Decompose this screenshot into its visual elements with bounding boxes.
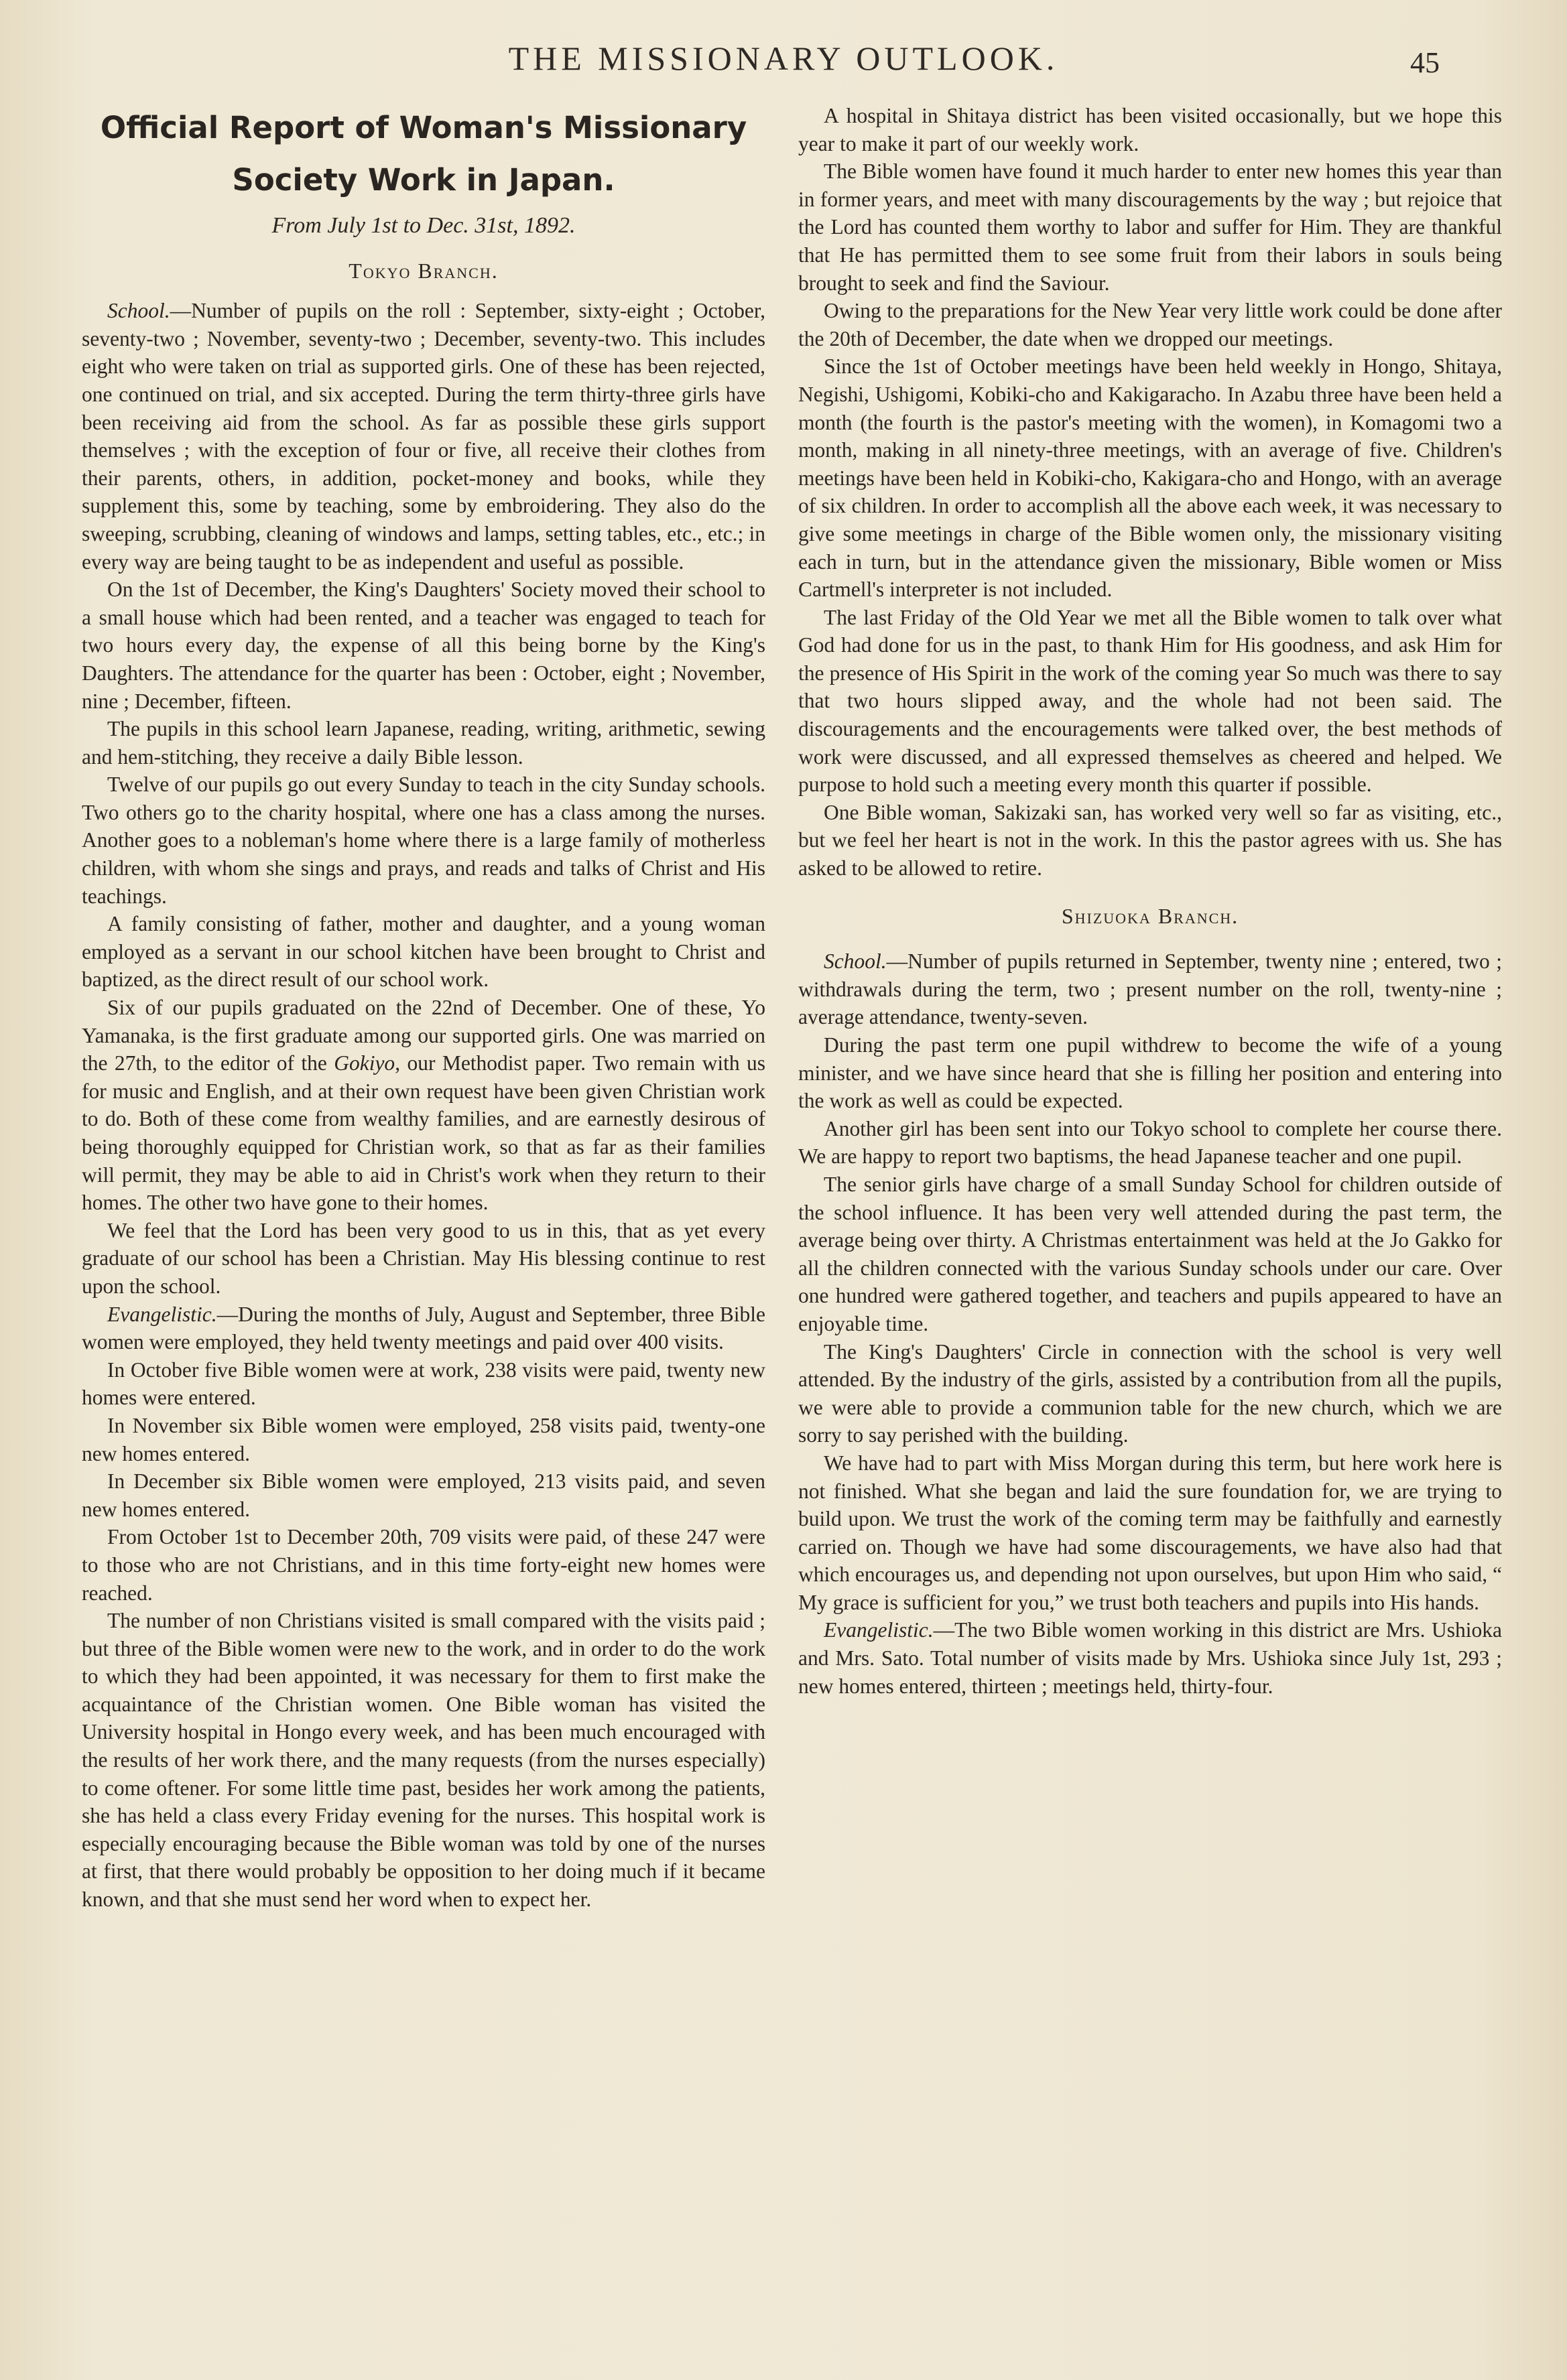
article-title xyxy=(82,102,765,206)
paragraph: A hospital in Shitaya district has been visited occasionally, but we hope this year to make it part of our weekly work. xyxy=(798,104,1502,155)
paragraph: In October five Bible women were at work, 238 visits were paid, twenty new homes were entered. xyxy=(82,1358,765,1410)
paragraph: We have had to part with Miss Morgan during this term, but here work here is not finished. What she began and laid the sure foundation for, we are trying to build upon. We trust the work of the coming term may be faithfully and earnestly carried on. Though we have had some discouragements, we have also had that which encourages us, and depending not upon ourselves, but upon Him who said, “ My grace is sufficient for you,” we trust both teachers and pupils into His hands. xyxy=(798,1451,1502,1614)
paragraph: Evangelistic.—During the months of July, August and September, three Bible women were employed, they held twenty meetings and paid over 400 visits. xyxy=(82,1302,765,1354)
paragraph: From October 1st to December 20th, 709 visits were paid, of these 247 were to those who are not Christians, and in this time forty-eight new homes were reached. xyxy=(82,1525,765,1605)
paragraph: The King's Daughters' Circle in connection with the school is very well attended. By the industry of the girls, assisted by a contribution from all the pupils, we were able to provide a communion table for the new church, which we are sorry to say perished with the building. xyxy=(798,1339,1502,1447)
newspaper-title: Gokiyo xyxy=(334,1051,395,1075)
shizuoka-branch-heading: Shizuoka Branch. xyxy=(1061,903,1239,928)
paragraph: In December six Bible women were employed, 213 visits paid, and seven new homes entered. xyxy=(82,1469,765,1521)
paragraph: A family consisting of father, mother and daughter, and a young woman employed as a servant in our school kitchen have been brought to Christ and baptized, as the direct result of our school work. xyxy=(82,912,765,992)
page-number: 45 xyxy=(1410,46,1440,79)
paragraph: Twelve of our pupils go out every Sunday to teach in the city Sunday schools. Two others go to the charity hospital, where one has a class among the nurses. Another goes to a nobleman's home where there is a large family of motherless children, with whom she sings and prays, and reads and talks of Christ and His teachings. xyxy=(82,773,765,908)
title-line-2: Society Work in Japan. xyxy=(232,162,615,198)
paragraph: During the past term one pupil withdrew to become the wife of a young minister, and we have since heard that she is filling her position and entering into the work as well as could be expected. xyxy=(798,1033,1502,1113)
paragraph: In November six Bible women were employed, 258 visits paid, twenty-one new homes entered. xyxy=(82,1413,765,1465)
paragraph: The number of non Christians visited is small compared with the visits paid ; but three of the Bible women were new to the work, and in order to do the work to which they had been appointed, it was necessary for them to first make the acquaintance of the Christian women. One Bible woman has visited the University hospital in Hongo every week, and has been much encouraged with the results of her work there, and the many requests (from the nurses especially) to come oftener. For some little time past, besides her work among the patients, she has held a class every Friday evening for the nurses. This hospital work is especially encouraging because the Bible woman was told by one of the nurses at first, that there would probably be opposition to her doing much if it became known, and that she must send her word when to expect her. xyxy=(82,1609,765,1912)
tokyo-branch-heading: Tokyo Branch. xyxy=(349,258,499,283)
paragraph: On the 1st of December, the King's Daughters' Society moved their school to a small house which had been rented, and a teacher was engaged to teach for two hours every day, the expense of all this being borne by the King's Daughters. The attendance for the quarter has been : October, eight ; November, nine ; December, fifteen. xyxy=(82,578,765,713)
paragraph: Another girl has been sent into our Tokyo school to complete her course there. We are happy to report two baptisms, the head Japanese teacher and one pupil. xyxy=(798,1116,1502,1169)
section-lead: Evangelistic. xyxy=(107,1302,217,1326)
paragraph: Six of our pupils graduated on the 22nd of December. One of these, Yo Yamanaka, is the first graduate among our supported girls. One was married on the 27th, to the editor of the Gokiyo, our Methodist paper. Two remain with us for music and English, and at their own request have been given Christian work to do. Both of these come from wealthy families, and are earnestly desirous of being thoroughly equipped for Christian work, so that as far as their families will permit, they may be able to aid in Christ's work when they return to their homes. The other two have gone to their homes. xyxy=(82,996,765,1215)
paragraph: The pupils in this school learn Japanese, reading, writing, arithmetic, sewing and hem-stitching, they receive a daily Bible lesson. xyxy=(82,717,765,769)
dateline: From July 1st to Dec. 31st, 1892. xyxy=(271,213,576,238)
paragraph: The last Friday of the Old Year we met all the Bible women to talk over what God had done for us in the past, to thank Him for His goodness, and ask Him for the presence of His Spirit in the work of the coming year So much was there to say that two hours slipped away, and the whole had not been said. The discouragements and the encouragements were talked over, the best methods of work were discussed, and all expressed themselves as cheered and helped. We purpose to hold such a meeting every month this quarter if possible. xyxy=(798,605,1502,797)
section-lead: Evangelistic. xyxy=(824,1618,934,1642)
section-lead: School. xyxy=(107,299,170,323)
right-column xyxy=(798,102,1502,1700)
paragraph: One Bible woman, Sakizaki san, has worked very well so far as visiting, etc., but we feel her heart is not in the work. In this the pastor agrees with us. She has asked to be allowed to retire. xyxy=(798,800,1502,880)
paragraph: School.—Number of pupils on the roll : September, sixty-eight ; October, seventy-two ; November, seventy-two ; December, seventy-two. This includes eight who were taken on trial as supported girls. One of these has been rejected, one continued on trial, and six accepted. During the term thirty-three girls have been receiving aid from the school. As far as possible these girls support themselves ; with the exception of four or five, all receive their clothes from their parents, others, in addition, pocket-money and books, while they supplement this, some by teaching, some by embroidering. They also do the sweeping, scrubbing, cleaning of windows and lamps, setting tables, etc., etc.; in every way are being taught to be as independent and useful as possible. xyxy=(82,299,765,574)
paragraph: Since the 1st of October meetings have been held weekly in Hongo, Shitaya, Negishi, Ushigomi, Kobiki-cho and Kakigaracho. In Azabu three have been held a month (the fourth is the pastor's meeting with the women), in Komagomi two a month, making in all ninety-three meetings, with an average of five. Children's meetings have been held in Kobiki-cho, Kakigara-cho and Hongo, with an average of six children. In order to accomplish all the above each week, it was necessary to give some meetings in charge of the Bible women only, the missionary visiting each in turn, but in the attendance given the missionary, Bible women or Miss Cartmell's interpreter is not included. xyxy=(798,354,1502,602)
paragraph: School.—Number of pupils returned in September, twenty nine ; entered, two ; withdrawals during the term, two ; present number on the roll, twenty-nine ; average attendance, twenty-seven. xyxy=(798,949,1502,1029)
paragraph: The senior girls have charge of a small Sunday School for children outside of the school influence. It has been very well attended during the past term, the average being over thirty. A Christmas entertainment was held at the Jo Gakko for all the children connected with the various Sunday schools under our care. Over one hundred were gathered together, and teachers and pupils appeared to have an enjoyable time. xyxy=(798,1172,1502,1335)
title-line-1: Official Report of Woman's Missionary xyxy=(100,110,747,145)
paragraph: The Bible women have found it much harder to enter new homes this year than in former years, and meet with many discouragements by the way ; but rejoice that the Lord has counted them worthy to labor and suffer for Him. They are thankful that He has permitted them to see some fruit from their labors in souls being brought to seek and find the Saviour. xyxy=(798,159,1502,295)
running-head: THE MISSIONARY OUTLOOK. xyxy=(508,40,1059,77)
paragraph: Evangelistic.—The two Bible women working in this district are Mrs. Ushioka and Mrs. Sato. Total number of visits made by Mrs. Ushioka since July 1st, 293 ; new homes entered, thirteen ; meetings held, thirty-four. xyxy=(798,1618,1502,1698)
paragraph: Owing to the preparations for the New Year very little work could be done after the 20th of December, the date when we dropped our meetings. xyxy=(798,299,1502,350)
left-column xyxy=(82,102,765,1914)
section-lead: School. xyxy=(824,949,887,974)
paragraph: We feel that the Lord has been very good to us in this, that as yet every graduate of our school has been a Christian. May His blessing continue to rest upon the school. xyxy=(82,1218,765,1298)
